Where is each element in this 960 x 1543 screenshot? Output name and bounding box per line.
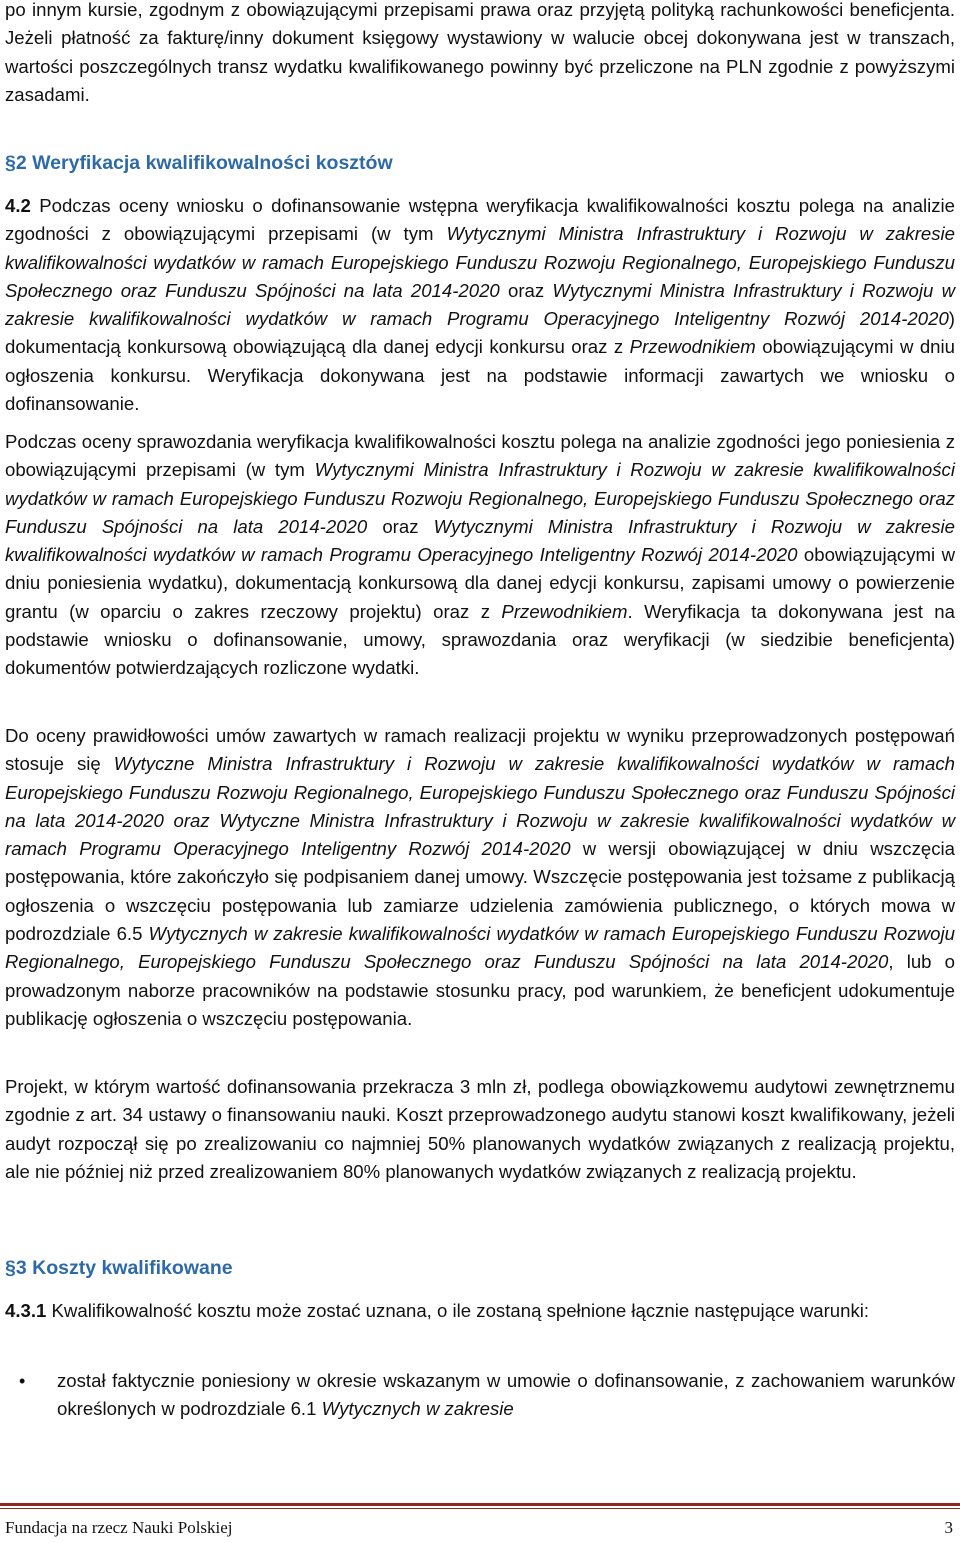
bullet-icon: • xyxy=(19,1371,26,1391)
italic-run: Wytycznych w zakresie kwalifikowalności wydatków w ramach Europejskiego Funduszu Rozwoju Regionalnego, Europejskiego Funduszu Społecznego oraz Funduszu Spójności na lata 2014-2020 xyxy=(5,923,955,973)
footer-organization: Fundacja na rzecz Nauki Polskiej xyxy=(5,1518,233,1537)
text-run: Kwalifikowalność kosztu może zostać uznana, o ile zostaną spełnione łącznie następujące warunki: xyxy=(46,1300,870,1321)
text-run: Podczas oceny sprawozdania weryfikacja kwalifikowalności kosztu polega na analizie zgodności jego poniesienia z obowiązującymi przepisami (w tym xyxy=(5,431,955,481)
italic-run: Wytycznymi Ministra Infrastruktury i Rozwoju w zakresie kwalifikowalności wydatków w ramach Programu Operacyjnego Inteligentny Rozwój 2014-2020 xyxy=(5,279,956,330)
text-run: Podczas oceny wniosku o dofinansowanie wstępna weryfikacja kwalifikowalności kosztu polega na analizie zgodności z obowiązującymi przepisami (w tym xyxy=(5,195,955,245)
paragraph-number: 4.3.1 xyxy=(5,1300,47,1321)
paragraph-audit: Projekt, w którym wartość dofinansowania przekracza 3 mln zł, podlega obowiązkowemu audytowi zewnętrznemu zgodnie z art. 34 ustawy o finansowaniu nauki. Koszt przeprowadzonego audytu stanowi koszt kwalifikowany, jeżeli audyt rozpoczął się po zrealizowaniu co najmniej 50% planowanych wydatków związanych z realizacją projektu, ale nie później niż przed zrealizowaniem 80% planowanych wydatków związanych z realizacją projektu. xyxy=(5,1076,955,1182)
page-number: 3 xyxy=(944,1518,953,1537)
text-run: obowiązującymi w dniu ogłoszenia konkursu. Weryfikacja dokonywana jest na podstawie informacji zawartych we wniosku o dofinansowanie. xyxy=(5,336,955,415)
italic-run: Wytycznymi Ministra Infrastruktury i Rozwoju w zakresie kwalifikowalności wydatków w ramach Europejskiego Funduszu Rozwoju Regionalnego, Europejskiego Funduszu Społecznego oraz Funduszu Spójności na lata 2014-2020 xyxy=(5,223,955,301)
italic-run: Przewodnikiem xyxy=(629,336,756,358)
text-run: Do oceny prawidłowości umów zawartych w ramach realizacji projektu w wyniku przeprowadzonych postępowań stosuje się xyxy=(5,725,955,775)
text-run: obowiązującymi w dniu poniesienia wydatku), dokumentacją konkursową dla danej edycji konkursu, zapisami umowy o powierzenie grantu (w oparciu o zakres rzeczowy projektu) oraz z xyxy=(5,544,955,622)
text-run: oraz xyxy=(499,279,553,301)
paragraph-report-verification xyxy=(5,428,955,683)
section-2-heading: §2 Weryfikacja kwalifikowalności kosztów xyxy=(5,152,393,174)
italic-run: Wytycznych w zakresie xyxy=(321,1398,514,1420)
paragraph-4-2 xyxy=(5,192,955,418)
text-run: został faktycznie poniesiony w okresie wskazanym w umowie o dofinansowanie, z zachowaniem warunków określonych w podrozdziale 6.1 xyxy=(57,1370,955,1420)
footer-divider xyxy=(0,1503,960,1506)
list-item xyxy=(5,1367,955,1424)
text-run: , lub o prowadzonym naborze pracowników na podstawie stosunku pracy, pod warunkiem, że beneficjent udokumentuje publikację ogłoszenia o wszczęciu postępowania. xyxy=(5,951,956,1029)
italic-run: Wytyczne Ministra Infrastruktury i Rozwoju w zakresie kwalifikowalności wydatków w ramach Europejskiego Funduszu Rozwoju Regionalnego, Europejskiego Funduszu Społecznego oraz Funduszu Spójności na lata 2014-2020 oraz Wytyczne Ministra Infrastruktury i Rozwoju w zakresie kwalifikowalności wydatków w ramach Programu Operacyjnego Inteligentny Rozwój 2014-2020 xyxy=(5,753,956,860)
text-run: ) dokumentacją konkursową obowiązującą dla danej edycji konkursu oraz z xyxy=(5,308,955,358)
text-run: oraz xyxy=(367,515,434,537)
italic-run: Wytycznymi Ministra Infrastruktury i Rozwoju w zakresie kwalifikowalności wydatków w ramach Europejskiego Funduszu Rozwoju Regionalnego, Europejskiego Funduszu Społecznego oraz Funduszu Spójności na lata 2014-2020 xyxy=(5,459,955,537)
text-run: . Weryfikacja ta dokonywana jest na podstawie wniosku o dofinansowanie, umowy, sprawozdania oraz weryfikacji (w siedzibie beneficjenta) dokumentów potwierdzających rozliczone wydatki. xyxy=(5,600,955,679)
italic-run: Przewodnikiem xyxy=(501,600,628,622)
italic-run: Wytycznymi Ministra Infrastruktury i Rozwoju w zakresie kwalifikowalności wydatków w ramach Programu Operacyjnego Inteligentny Rozwój 2014-2020 xyxy=(5,515,955,566)
footer-divider-thin xyxy=(0,1508,960,1509)
intro-paragraph: po innym kursie, zgodnym z obowiązującymi przepisami prawa oraz przyjętą polityką rachunkowości beneficjenta. Jeżeli płatność za fakturę/inny dokument księgowy wystawiony w walucie obcej dokonywana jest w transzach, wartości poszczególnych transz wydatku kwalifikowanego powinny być przeliczone na PLN zgodnie z powyższymi zasadami. xyxy=(5,0,955,105)
text-run: w wersji obowiązującej w dniu wszczęcia postępowania, które zakończyło się podpisaniem danej umowy. Wszczęcie postępowania jest tożsame z publikacją ogłoszenia o wszczęciu postępowania lub zamiarze udzielenia zamówienia publicznego, o których mowa w podrozdziale 6.5 xyxy=(5,838,955,945)
paragraph-contracts xyxy=(5,722,955,1033)
section-3-heading: §3 Koszty kwalifikowane xyxy=(5,1257,233,1279)
paragraph-4-3-1 xyxy=(5,1297,955,1325)
list-item-text xyxy=(57,1367,955,1424)
paragraph-number: 4.2 xyxy=(5,195,31,216)
